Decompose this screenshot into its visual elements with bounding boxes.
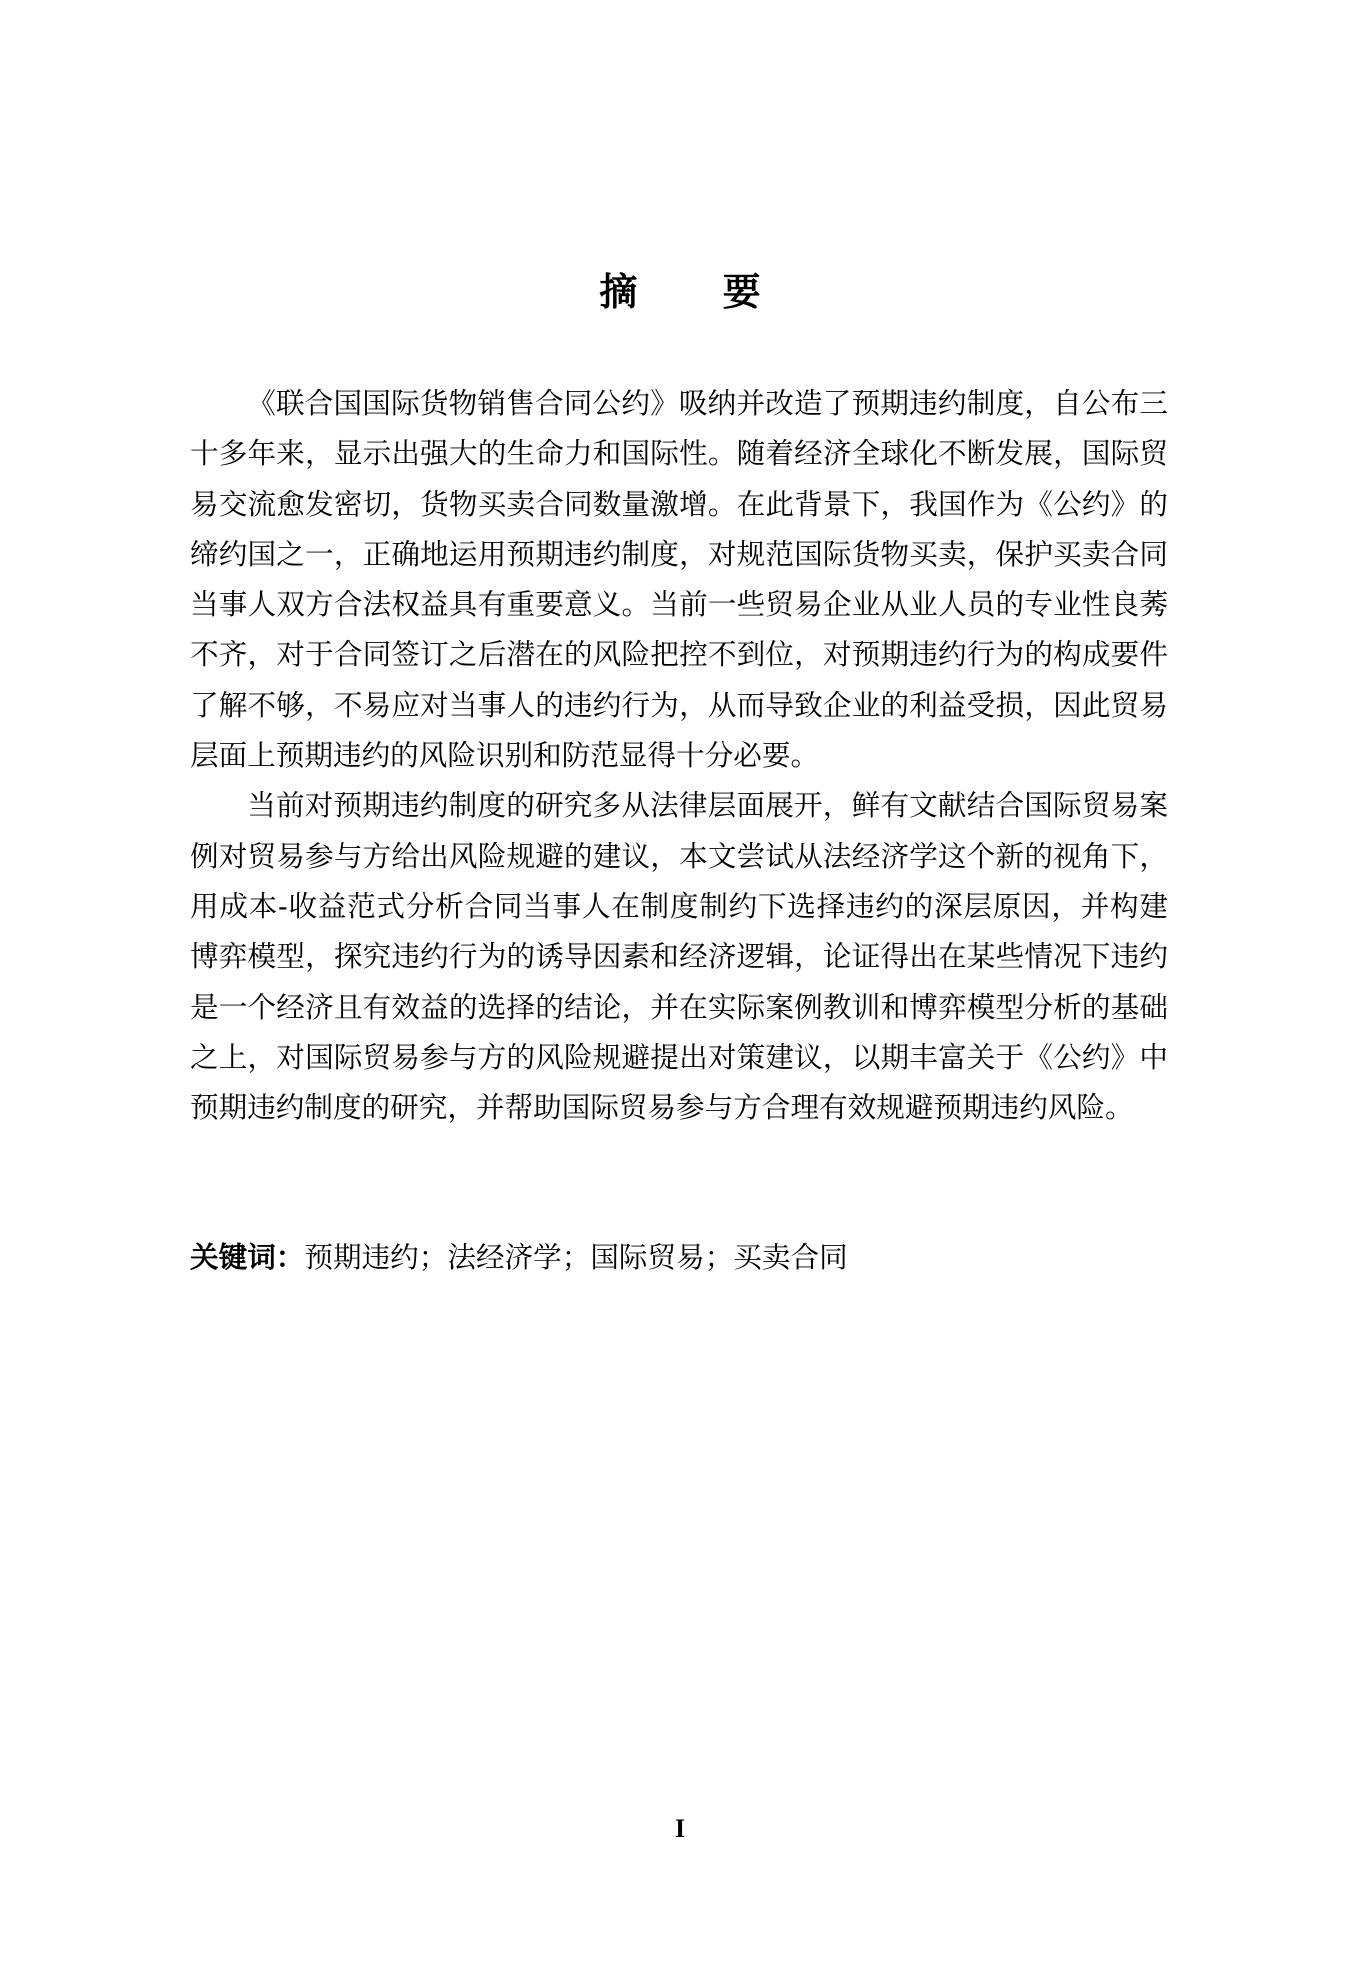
keywords-label: 关键词： — [190, 1240, 305, 1274]
abstract-paragraph-1: 《联合国国际货物销售合同公约》吸纳并改造了预期违约制度，自公布三十多年来，显示出强大的生命力和国际性。随着经济全球化不断发展，国际贸易交流愈发密切，货物买卖合同数量激增。在此背景下，我国作为《公约》的缔约国之一，正确地运用预期违约制度，对规范国际货物买卖，保护买卖合同当事人双方合法权益具有重要意义。当前一些贸易企业从业人员的专业性良莠不齐，对于合同签订之后潜在的风险把控不到位，对预期违约行为的构成要件了解不够，不易应对当事人的违约行为，从而导致企业的利益受损，因此贸易层面上预期违约的风险识别和防范显得十分必要。 — [190, 386, 1168, 773]
page-number: I — [674, 1814, 686, 1843]
abstract-body — [190, 378, 1168, 1132]
keywords-line — [190, 1232, 1168, 1282]
abstract-heading: 摘 要 — [599, 270, 797, 314]
keywords-text: 预期违约；法经济学；国际贸易；买卖合同 — [304, 1240, 848, 1274]
abstract-paragraph-2: 当前对预期违约制度的研究多从法律层面展开，鲜有文献结合国际贸易案例对贸易参与方给出风险规避的建议，本文尝试从法经济学这个新的视角下，用成本-收益范式分析合同当事人在制度制约下选择违约的深层原因，并构建博弈模型，探究违约行为的诱导因素和经济逻辑，论证得出在某些情况下违约是一个经济且有效益的选择的结论，并在实际案例教训和博弈模型分析的基础之上，对国际贸易参与方的风险规避提出对策建议，以期丰富关于《公约》中预期违约制度的研究，并帮助国际贸易参与方合理有效规避预期违约风险。 — [190, 788, 1168, 1125]
